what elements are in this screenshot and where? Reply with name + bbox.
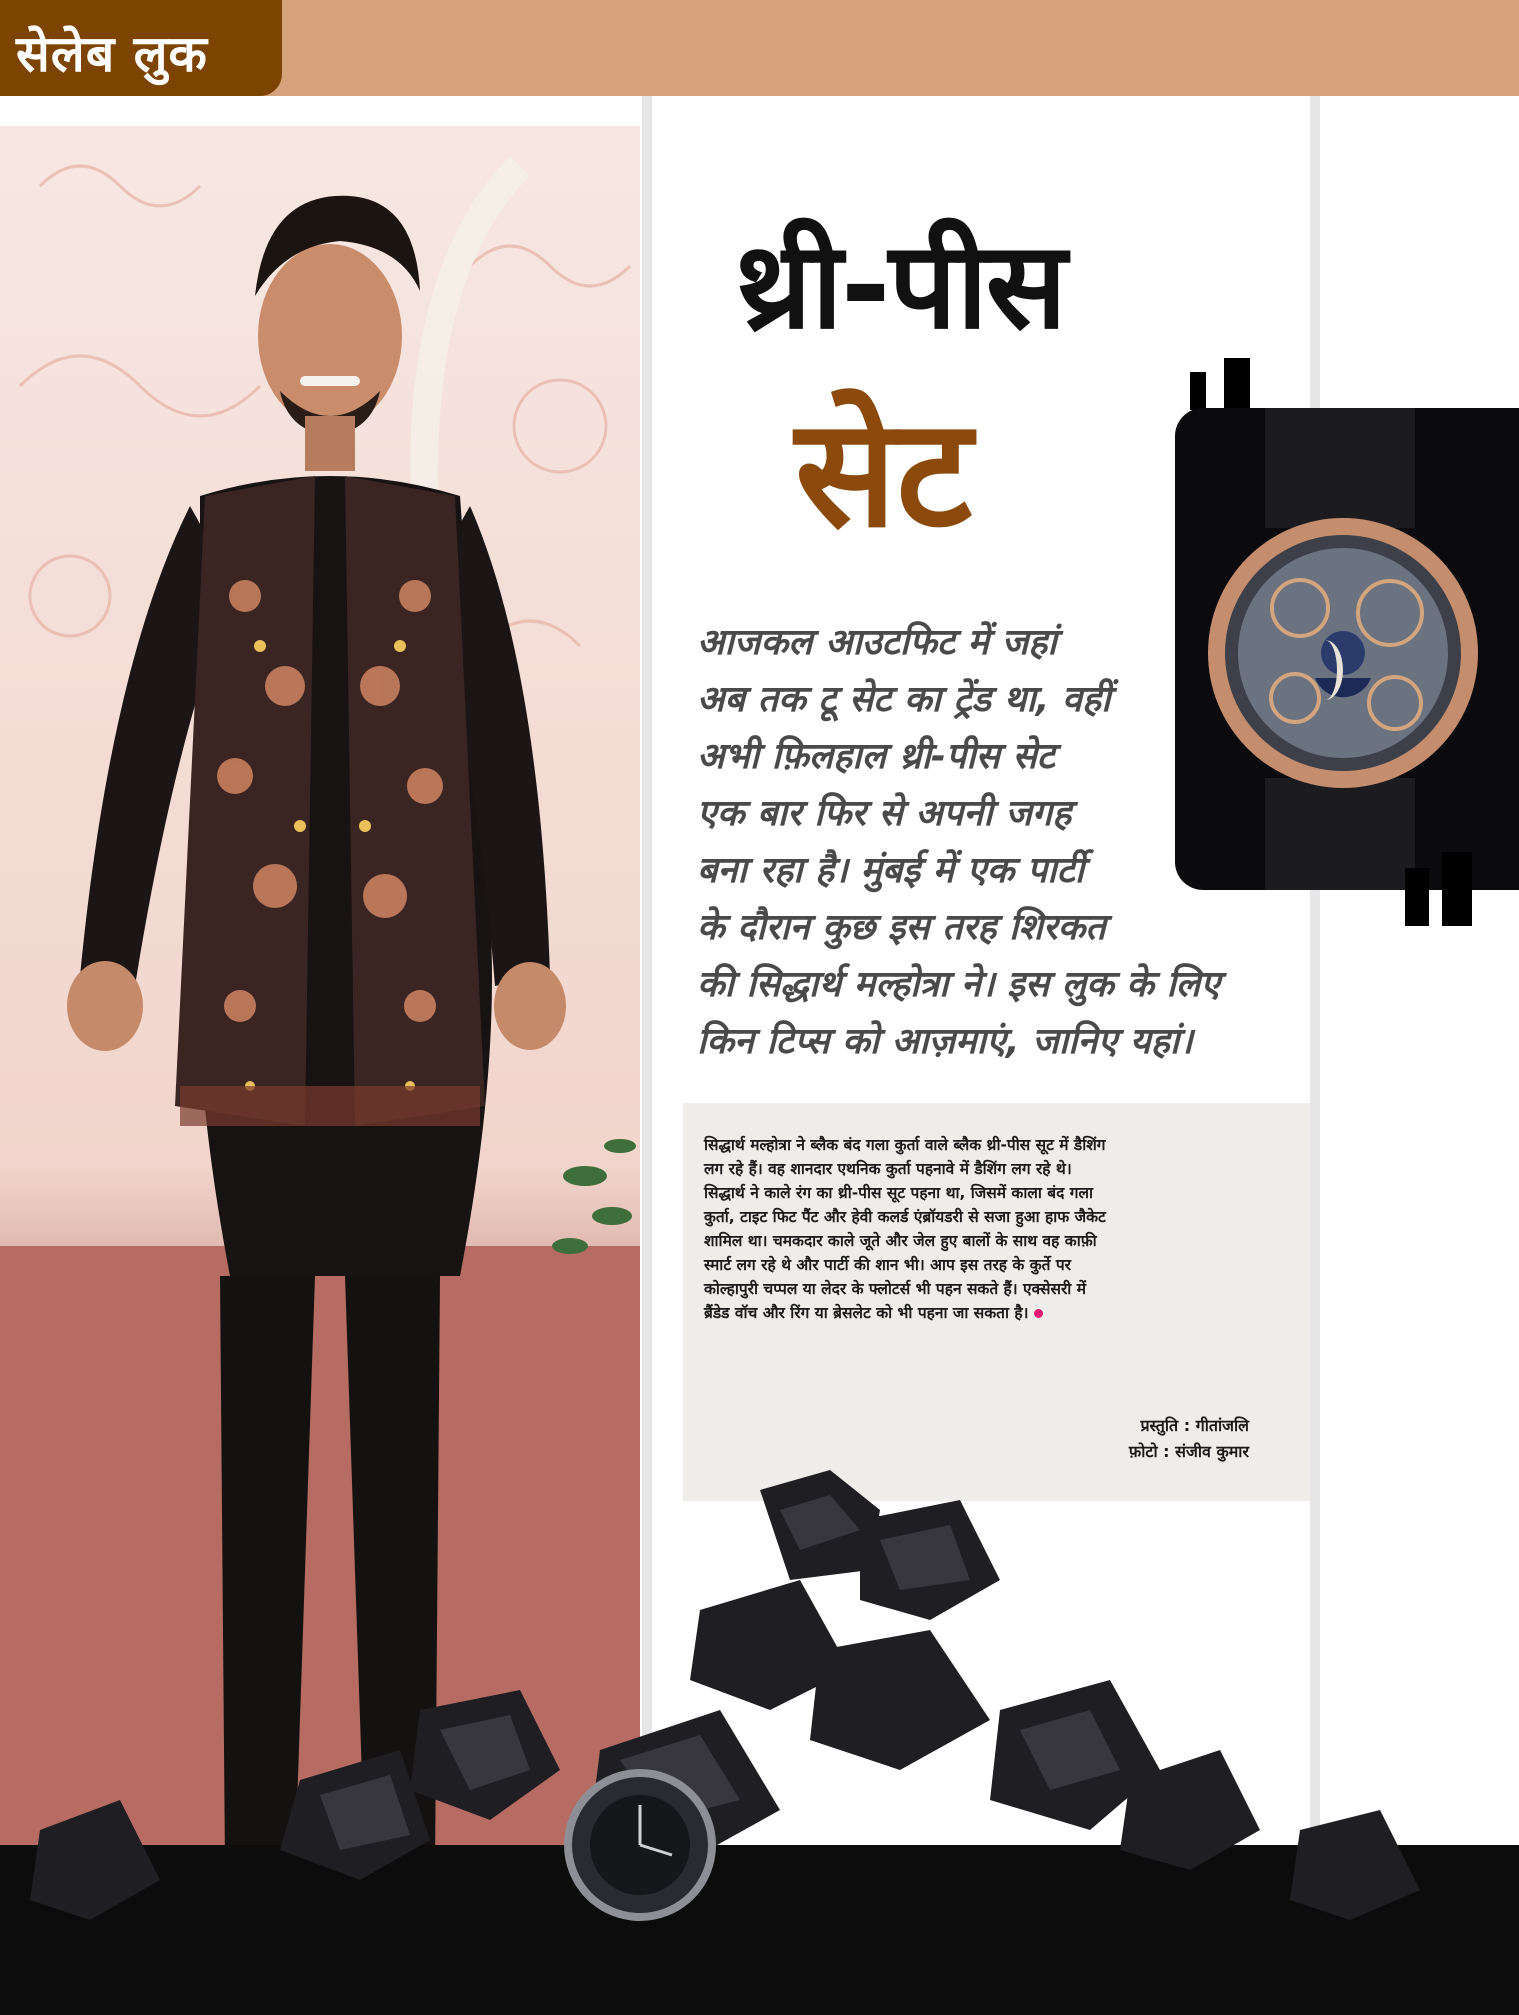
intro-line: अभी फ़िलहाल थ्री-पीस सेट — [697, 736, 1055, 777]
body-line: शामिल था। चमकदार काले जूते और जेल हुए बालों के साथ वह काफ़ी — [704, 1232, 1097, 1250]
credit-presentation: प्रस्तुति : गीतांजलि — [1140, 1416, 1249, 1435]
decorative-bar — [1405, 868, 1429, 926]
intro-line: अब तक टू सेट का ट्रेंड था, वहीं — [697, 679, 1111, 720]
section-tab — [0, 0, 282, 96]
body-line: कुर्ता, टाइट फिट पैंट और हेवी कलर्ड एंब्रॉयडरी से सजा हुआ हाफ जैकेट — [704, 1208, 1106, 1226]
intro-line: आजकल आउटफिट में जहां — [697, 622, 1057, 663]
headline-line-1: थ्री-पीस — [735, 217, 1065, 356]
intro-line: किन टिप्स को आज़माएं, जानिए यहां। — [697, 1021, 1193, 1062]
credit-photo: फ़ोटो : संजीव कुमार — [1128, 1442, 1249, 1461]
body-line: कोल्हापुरी चप्पल या लेदर के फ्लोटर्स भी पहन सकते हैं। एक्सेसरी में — [704, 1280, 1086, 1298]
rocks-with-watch-photo — [0, 1450, 1519, 2015]
intro-paragraph — [697, 614, 1297, 1070]
decorative-bar — [1442, 852, 1472, 926]
body-line: स्मार्ट लग रहे थे और पार्टी की शान भी। आप इस तरह के कुर्ते पर — [704, 1256, 1072, 1274]
decorative-bar — [1190, 372, 1206, 410]
body-line: सिद्धार्थ ने काले रंग का थ्री-पीस सूट पहना था, जिसमें काला बंद गला — [704, 1184, 1093, 1202]
end-dot-icon — [1034, 1309, 1043, 1318]
section-label: सेलेब लुक — [16, 25, 208, 83]
body-line: सिद्धार्थ मल्होत्रा ने ब्लैक बंद गला कुर्ता वाले ब्लैक थ्री-पीस सूट में डैशिंग — [704, 1136, 1106, 1154]
intro-line: के दौरान कुछ इस तरह शिरकत — [697, 907, 1106, 948]
headline-line-2: सेट — [795, 387, 973, 561]
body-line — [704, 1301, 1208, 1325]
body-paragraph — [704, 1133, 1208, 1325]
intro-line: की सिद्धार्थ मल्होत्रा ने। इस लुक के लिए — [697, 964, 1221, 1005]
body-line: लग रहे हैं। वह शानदार एथनिक कुर्ता पहनावे में डैशिंग लग रहे थे। — [704, 1160, 1072, 1178]
intro-line: एक बार फिर से अपनी जगह — [697, 793, 1072, 834]
decorative-bar — [1224, 358, 1250, 410]
body-line-text: ब्रैंडेड वॉच और रिंग या ब्रेसलेट को भी पहना जा सकता है। — [704, 1304, 1029, 1322]
intro-line: बना रहा है। मुंबई में एक पार्टी — [697, 850, 1085, 891]
